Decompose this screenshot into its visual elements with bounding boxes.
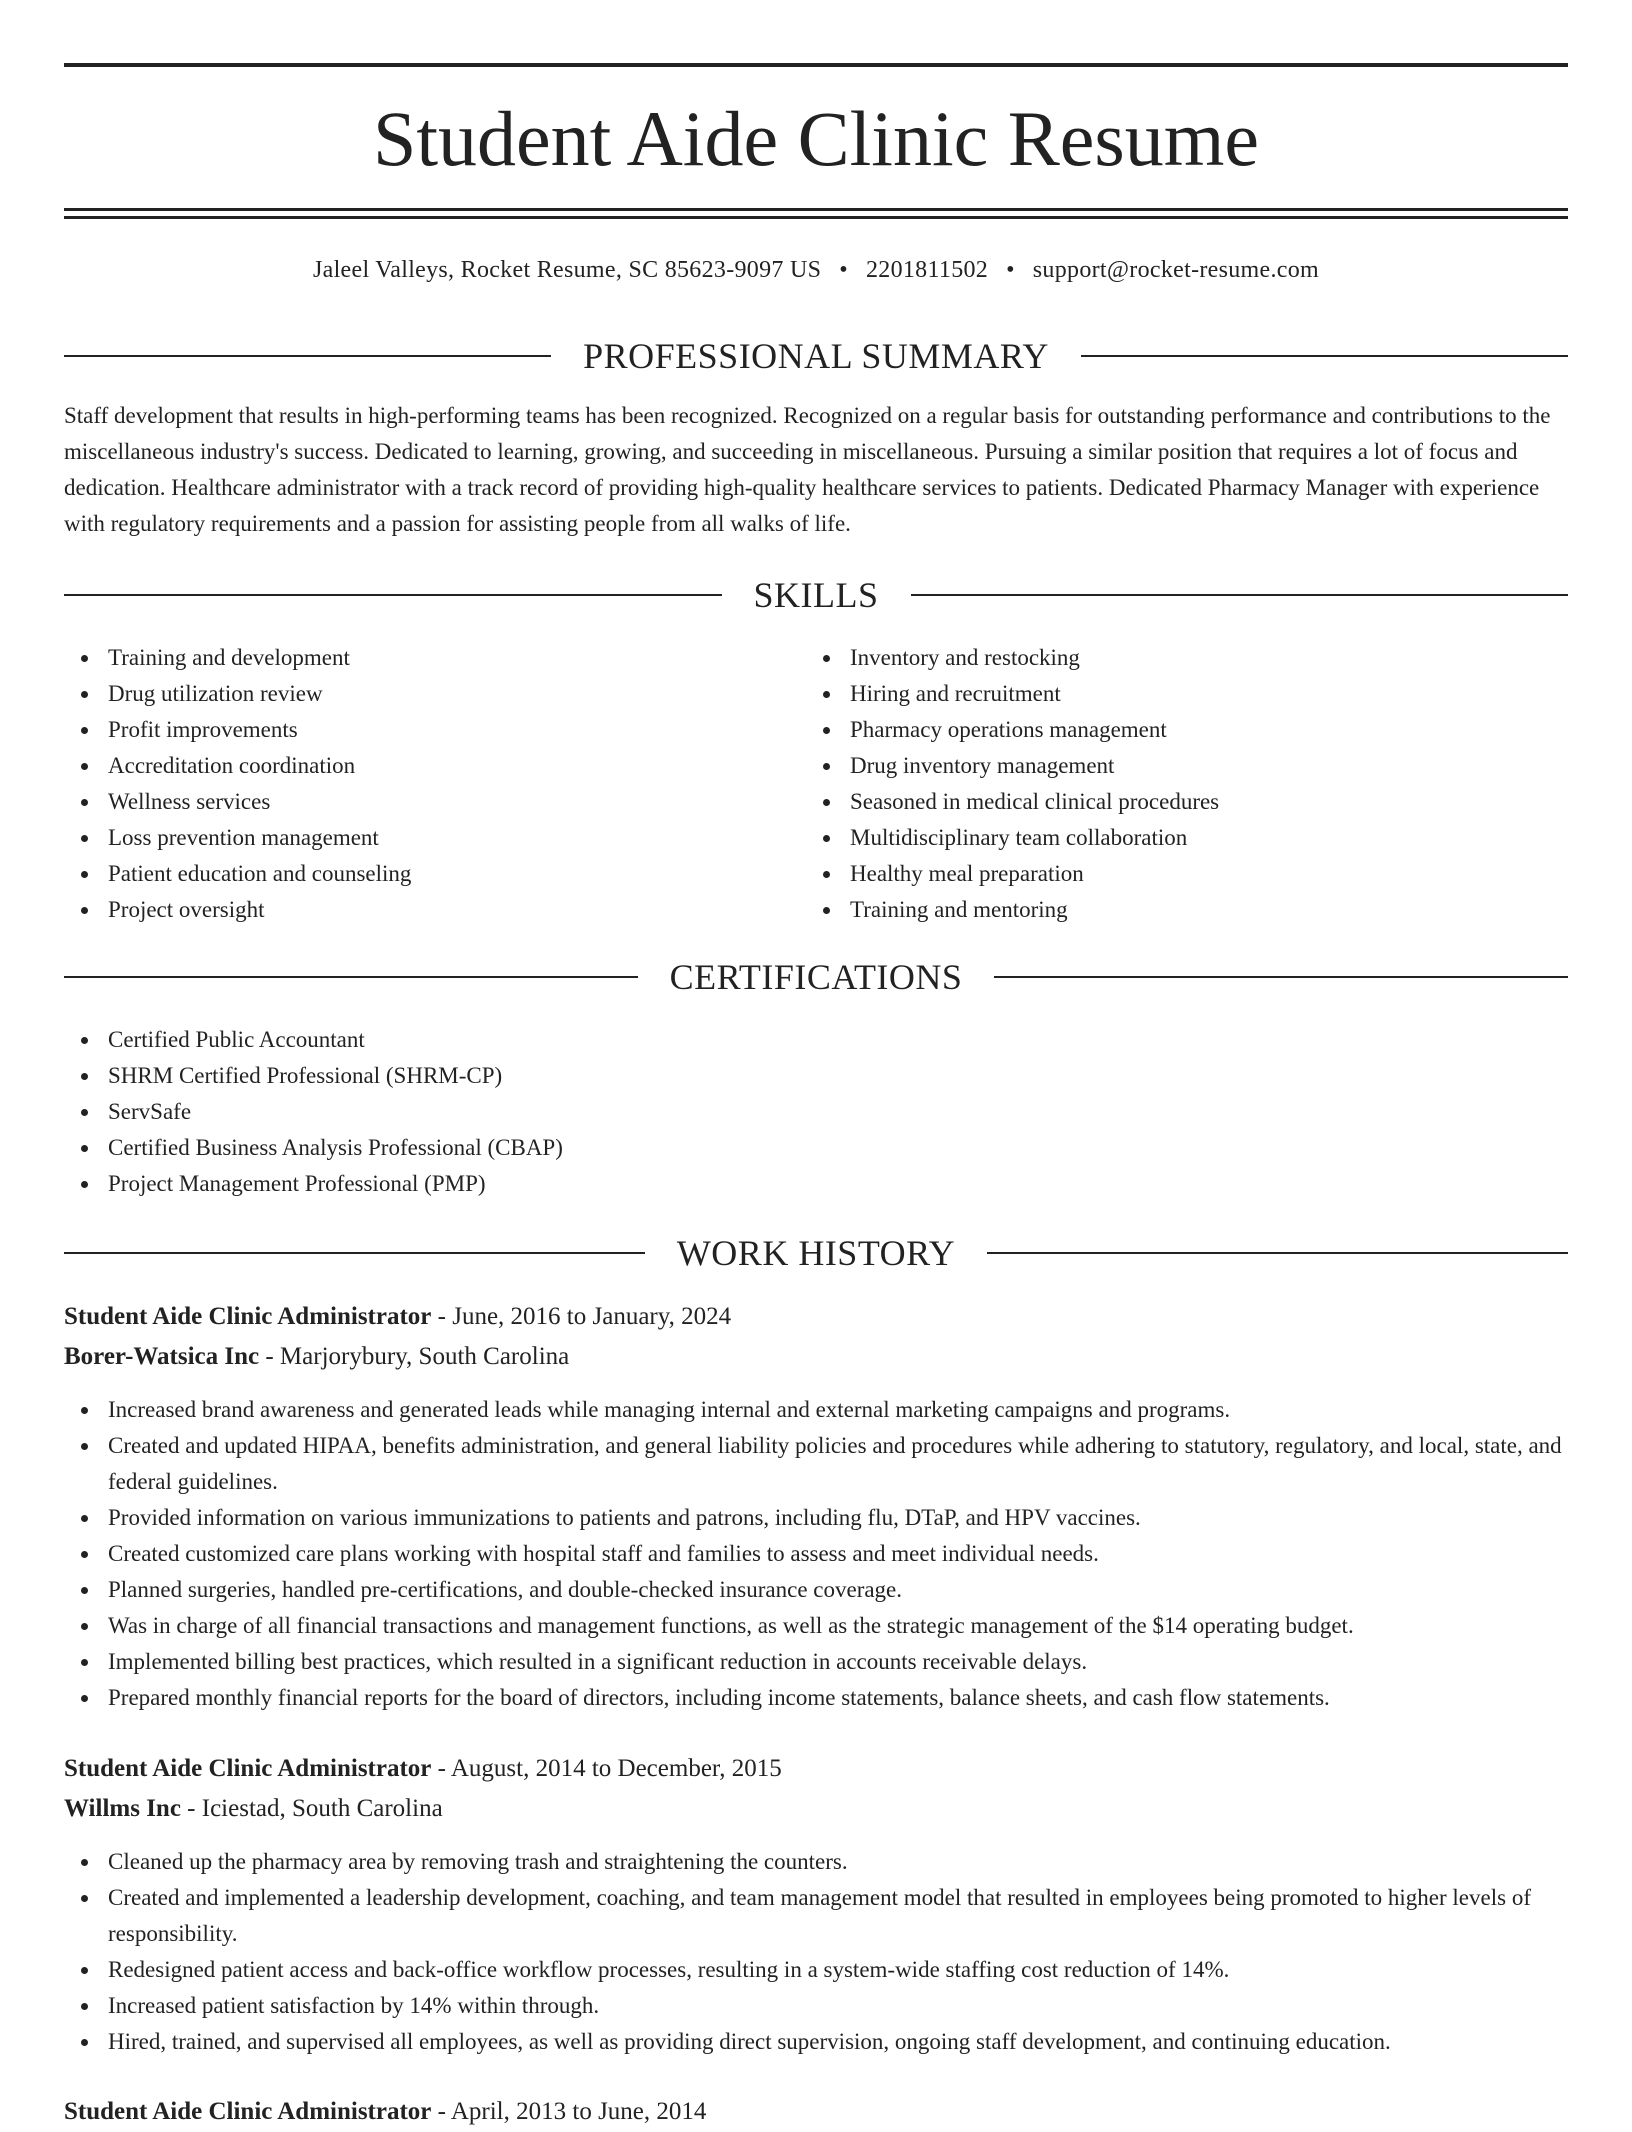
- divider-line: [64, 976, 638, 978]
- job-bullet: Created customized care plans working with hospital staff and families to assess and meet individual needs.: [64, 1536, 1568, 1572]
- top-rule: [64, 63, 1568, 67]
- skill-item: Hiring and recruitment: [806, 676, 1568, 712]
- contact-separator: •: [1006, 257, 1015, 283]
- summary-text: Staff development that results in high-performing teams has been recognized. Recognized on a regular basis for outstanding performance and contributions to the miscellaneous industry's success. Dedicated to learning, growing, and succeeding in miscellaneous. Pursuing a similar position that requires a lot of focus and dedication. Healthcare administrator with a track record of providing high-quality healthcare services to patients. Dedicated Pharmacy Manager with experience with regulatory requirements and a passion for assisting people from all walks of life.: [64, 403, 1551, 536]
- certification-item: SHRM Certified Professional (SHRM-CP): [64, 1058, 1568, 1094]
- divider-line: [994, 976, 1568, 978]
- job-company-line: [64, 1337, 1568, 1377]
- job-dates: - June, 2016 to January, 2024: [431, 1303, 732, 1330]
- skill-item: Wellness services: [64, 784, 804, 820]
- job-title: Student Aide Clinic Administrator: [64, 1303, 432, 1330]
- job-bullet-list: [64, 1844, 1568, 2060]
- divider-line: [911, 594, 1569, 596]
- resume-title: Student Aide Clinic Resume: [372, 95, 1260, 182]
- job-dates: - April, 2013 to June, 2014: [431, 2098, 707, 2125]
- job-title-line: [64, 2092, 1568, 2132]
- job-bullet: Created and implemented a leadership development, coaching, and team management model that resulted in employees being promoted to higher levels of responsibility.: [64, 1880, 1568, 1952]
- divider-line: [64, 594, 722, 596]
- skills-list-right: [806, 640, 1568, 928]
- job-title-line: [64, 1297, 1568, 1337]
- skills-list-left: [64, 640, 804, 928]
- job-bullet: Provided information on various immunizations to patients and patrons, including flu, DTaP, and HPV vaccines.: [64, 1500, 1568, 1536]
- skill-item: Drug inventory management: [806, 748, 1568, 784]
- divider-line: [64, 1252, 645, 1254]
- section-title: SKILLS: [753, 575, 879, 615]
- skill-item: Drug utilization review: [64, 676, 804, 712]
- job-bullet: Increased brand awareness and generated leads while managing internal and external marketing campaigns and programs.: [64, 1392, 1568, 1428]
- contact-email: support@rocket-resume.com: [1032, 257, 1319, 283]
- job-title-line: [64, 1749, 1568, 1789]
- skill-item: Healthy meal preparation: [806, 856, 1568, 892]
- job-dates: - August, 2014 to December, 2015: [431, 1755, 782, 1782]
- skill-item: Pharmacy operations management: [806, 712, 1568, 748]
- skill-item: Project oversight: [64, 892, 804, 928]
- job-bullet: Cleaned up the pharmacy area by removing trash and straightening the counters.: [64, 1844, 1568, 1880]
- section-title: WORK HISTORY: [676, 1233, 956, 1273]
- divider-line: [987, 1252, 1568, 1254]
- job-title: Student Aide Clinic Administrator: [64, 2098, 432, 2125]
- contact-address: Jaleel Valleys, Rocket Resume, SC 85623-9097 US: [313, 257, 822, 283]
- job-title: Student Aide Clinic Administrator: [64, 1755, 432, 1782]
- skill-item: Inventory and restocking: [806, 640, 1568, 676]
- job-company: Borer-Watsica Inc: [64, 1343, 260, 1370]
- certifications-list: [64, 1022, 1568, 1202]
- contact-phone: 2201811502: [865, 257, 989, 283]
- section-title: PROFESSIONAL SUMMARY: [583, 336, 1049, 376]
- contact-separator: •: [839, 257, 848, 283]
- skill-item: Multidisciplinary team collaboration: [806, 820, 1568, 856]
- skill-item: Seasoned in medical clinical procedures: [806, 784, 1568, 820]
- job-bullet: Was in charge of all financial transactions and management functions, as well as the strategic management of the $14 operating budget.: [64, 1608, 1568, 1644]
- job-bullet: Prepared monthly financial reports for the board of directors, including income statements, balance sheets, and cash flow statements.: [64, 1680, 1568, 1716]
- job-bullet: Redesigned patient access and back-office workflow processes, resulting in a system-wide staffing cost reduction of 14%.: [64, 1952, 1568, 1988]
- job-bullet: Implemented billing best practices, which resulted in a significant reduction in accounts receivable delays.: [64, 1644, 1568, 1680]
- job-bullet: Hired, trained, and supervised all employees, as well as providing direct supervision, ongoing staff development, and continuing education.: [64, 2024, 1568, 2060]
- skill-item: Profit improvements: [64, 712, 804, 748]
- job-bullet-list: [64, 1392, 1568, 1716]
- skills-heading: [64, 573, 1568, 617]
- skill-item: Loss prevention management: [64, 820, 804, 856]
- skill-item: Training and development: [64, 640, 804, 676]
- section-title: CERTIFICATIONS: [669, 957, 963, 997]
- title-rule-lower: [64, 216, 1568, 219]
- job-company-line: [64, 1789, 1568, 1829]
- contact-line: [64, 252, 1568, 288]
- job-company: Willms Inc: [64, 1795, 181, 1822]
- skill-item: Accreditation coordination: [64, 748, 804, 784]
- divider-line: [1081, 355, 1568, 357]
- job-location: - Iciestad, South Carolina: [180, 1795, 443, 1822]
- job-bullet: Planned surgeries, handled pre-certifications, and double-checked insurance coverage.: [64, 1572, 1568, 1608]
- work-history-heading: [64, 1231, 1568, 1275]
- certification-item: Certified Public Accountant: [64, 1022, 1568, 1058]
- certification-item: ServSafe: [64, 1094, 1568, 1130]
- certification-item: Project Management Professional (PMP): [64, 1166, 1568, 1202]
- title-rule-upper: [64, 208, 1568, 211]
- divider-line: [64, 355, 551, 357]
- job-bullet: Created and updated HIPAA, benefits administration, and general liability policies and procedures while adhering to statutory, regulatory, and local, state, and federal guidelines.: [64, 1428, 1568, 1500]
- skill-item: Training and mentoring: [806, 892, 1568, 928]
- skill-item: Patient education and counseling: [64, 856, 804, 892]
- job-bullet: Increased patient satisfaction by 14% within through.: [64, 1988, 1568, 2024]
- summary-heading: [64, 334, 1568, 378]
- job-location: - Marjorybury, South Carolina: [259, 1343, 570, 1370]
- certification-item: Certified Business Analysis Professional (CBAP): [64, 1130, 1568, 1166]
- certifications-heading: [64, 955, 1568, 999]
